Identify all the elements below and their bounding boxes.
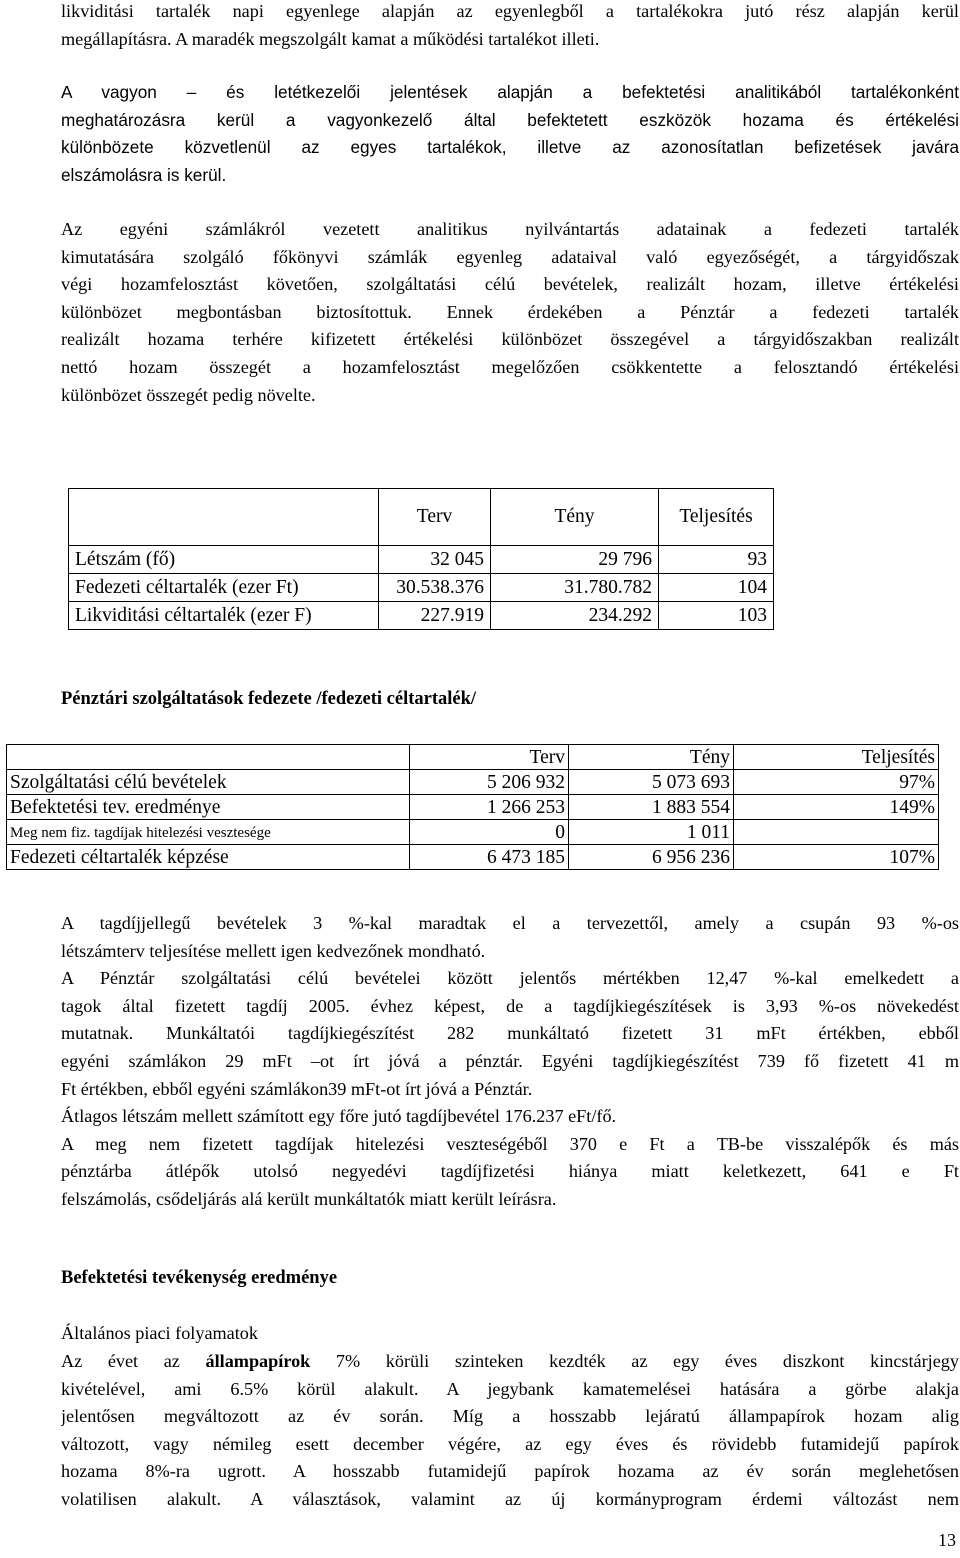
table-header-cell: Tény — [569, 745, 734, 770]
text-line: volatilisen alakult. A választások, valamint az új kormányprogram érdemi változást nem — [61, 1488, 959, 1509]
section-heading-investment — [61, 1268, 959, 1289]
text-line: kivételével, ami 6.5% körül alakult. A jegybank kamatemelései hatására a görbe alakja — [61, 1378, 959, 1399]
paragraph-asset-reports — [61, 79, 959, 189]
table-cell: 6 473 185 — [410, 845, 569, 870]
table-header-cell — [7, 745, 410, 770]
text-line: különbözet összegét pedig növelte. — [61, 384, 316, 405]
paragraph-reserves-intro — [61, 0, 959, 53]
section-heading-coverage — [61, 689, 959, 710]
table-row — [7, 820, 939, 845]
table-row — [7, 795, 939, 820]
text-line: különbözet megbontásban biztosítottuk. Ennek érdekében a Pénztár a fedezeti tartalék — [61, 301, 959, 322]
table-cell: Befektetési tev. eredménye — [7, 795, 410, 820]
table-cell: 6 956 236 — [569, 845, 734, 870]
table-header-row — [69, 489, 774, 546]
text-line: pénztárba átlépők utolsó negyedévi tagdíjfizetési hiánya miatt keletkezett, 641 e Ft — [61, 1161, 959, 1182]
table-cell: 31.780.782 — [491, 574, 659, 602]
table-row — [69, 546, 774, 574]
section-heading: Befektetési tevékenység eredménye — [61, 1268, 338, 1288]
text-line: meghatározásra kerül a vagyonkezelő által befektetett eszközök hozama és értékelési — [61, 109, 959, 130]
text-line: A meg nem fizetett tagdíjak hitelezési veszteségéből 370 e Ft a TB-be visszalépők és más — [61, 1133, 959, 1154]
text-line: hozama 8%-ra ugrott. A hosszabb futamidejű papírok hozama az év során meglehetősen — [61, 1461, 959, 1482]
text-line: realizált hozama terhére kifizetett értékelési különbözet összegével a tárgyidőszakban realizált — [61, 329, 959, 350]
table-cell: 149% — [734, 795, 939, 820]
table-cell: Meg nem fiz. tagdíjak hitelezési vesztesége — [7, 820, 410, 845]
page-number: 13 — [938, 1530, 956, 1550]
table-header-cell: Tény — [491, 489, 659, 546]
table-cell: 0 — [410, 820, 569, 845]
table-header-row — [7, 745, 939, 770]
table-cell: Létszám (fő) — [69, 546, 379, 574]
paragraph-analytics — [61, 216, 959, 409]
table-header-cell: Terv — [410, 745, 569, 770]
text-line: likviditási tartalék napi egyenlege alapján az egyenlegből a tartalékokra jutó rész alapján kerül — [61, 1, 959, 21]
section-heading: Pénztári szolgáltatások fedezete /fedezeti céltartalék/ — [61, 689, 477, 709]
table-cell: 5 073 693 — [569, 770, 734, 795]
table-row — [69, 574, 774, 602]
table-cell: 104 — [659, 574, 774, 602]
table-header-cell: Teljesítés — [659, 489, 774, 546]
table-cell: 32 045 — [379, 546, 491, 574]
paragraph-revenue-analysis — [61, 910, 959, 1214]
text-line: elszámolásra is kerül. — [61, 164, 227, 185]
table-cell: Fedezeti céltartalék képzése — [7, 845, 410, 870]
text-line — [61, 1348, 959, 1376]
table-cell — [734, 820, 939, 845]
text-line: végi hozamfelosztást követően, szolgáltatási célú bevételek, realizált hozam, illetve értékelési — [61, 274, 959, 295]
paragraph-market-trends — [61, 1348, 959, 1514]
text-fragment: 7% körüli szinteken kezdték az egy éves diszkont kincstárjegy — [310, 1351, 959, 1371]
table-cell: 227.919 — [379, 602, 491, 630]
table-cell: 29 796 — [491, 546, 659, 574]
text-line: jelentősen megváltozott az év során. Míg a hosszabb lejáratú állampapírok hozam alig — [61, 1406, 959, 1427]
text-line: A vagyon – és letétkezelői jelentések alapján a befektetési analitikából tartalékonként — [61, 82, 959, 102]
headcount-reserves-table — [68, 488, 774, 630]
text-fragment: Az évet az — [61, 1351, 206, 1371]
table-header-cell — [69, 489, 379, 546]
text-line: nettó hozam összegét a hozamfelosztást megelőzően csökkentette a felosztandó értékelési — [61, 356, 959, 377]
text-line: Ft értékben, ebből egyéni számlákon39 mFt-ot írt jóvá a Pénztár. — [61, 1078, 533, 1099]
text-line: A Pénztár szolgáltatási célú bevételei között jelentős mértékben 12,47 %-kal emelkedett a — [61, 968, 959, 989]
text-line: létszámterv teljesítése mellett igen kedvezőnek mondható. — [61, 940, 486, 961]
coverage-table — [6, 744, 939, 870]
table-row — [7, 845, 939, 870]
bold-term: állampapírok — [205, 1351, 311, 1371]
table-header-cell: Terv — [379, 489, 491, 546]
table-cell: 93 — [659, 546, 774, 574]
text-line: Átlagos létszám mellett számított egy főre jutó tagdíjbevétel 176.237 eFt/fő. — [61, 1106, 617, 1127]
text-line: különbözete közvetlenül az egyes tartalékok, illetve az azonosítatlan befizetések javára — [61, 137, 959, 158]
table-cell: 103 — [659, 602, 774, 630]
text-line: változott, vagy némileg esett december végére, az egy éves és rövidebb futamidejű papírok — [61, 1433, 959, 1454]
table-cell: 107% — [734, 845, 939, 870]
text-line: felszámolás, csődeljárás alá került munkáltatók miatt került leírásra. — [61, 1188, 557, 1209]
table-cell: 30.538.376 — [379, 574, 491, 602]
text-line: egyéni számlákon 29 mFt –ot írt jóvá a pénztár. Egyéni tagdíjkiegészítést 739 fő fizetett 41 m — [61, 1050, 959, 1071]
text-line: A tagdíjjellegű bevételek 3 %-kal maradtak el a tervezettől, amely a csupán 93 %-os — [61, 913, 959, 933]
table-cell: 5 206 932 — [410, 770, 569, 795]
subheading-market — [61, 1320, 959, 1348]
text-line: Az egyéni számlákról vezetett analitikus nyilvántartás adatainak a fedezeti tartalék — [61, 219, 959, 239]
table-cell: 1 266 253 — [410, 795, 569, 820]
table-cell: 97% — [734, 770, 939, 795]
table-header-cell: Teljesítés — [734, 745, 939, 770]
text-line: tagok által fizetett tagdíj 2005. évhez képest, de a tagdíjkiegészítések is 3,93 %-os növekedést — [61, 995, 959, 1016]
table-cell: 1 883 554 — [569, 795, 734, 820]
text-line: megállapításra. A maradék megszolgált kamat a működési tartalékot illeti. — [61, 28, 600, 49]
subheading: Általános piaci folyamatok — [61, 1323, 258, 1343]
text-line: kimutatására szolgáló főkönyvi számlák egyenleg adataival való egyezőségét, a tárgyidőszak — [61, 246, 959, 267]
table-row — [69, 602, 774, 630]
table-cell: Szolgáltatási célú bevételek — [7, 770, 410, 795]
table-cell: 234.292 — [491, 602, 659, 630]
text-line: mutatnak. Munkáltatói tagdíjkiegészítést 282 munkáltató fizetett 31 mFt értékben, ebből — [61, 1023, 959, 1044]
table-cell: Likviditási céltartalék (ezer F) — [69, 602, 379, 630]
table-row — [7, 770, 939, 795]
table-cell: 1 011 — [569, 820, 734, 845]
table-cell: Fedezeti céltartalék (ezer Ft) — [69, 574, 379, 602]
